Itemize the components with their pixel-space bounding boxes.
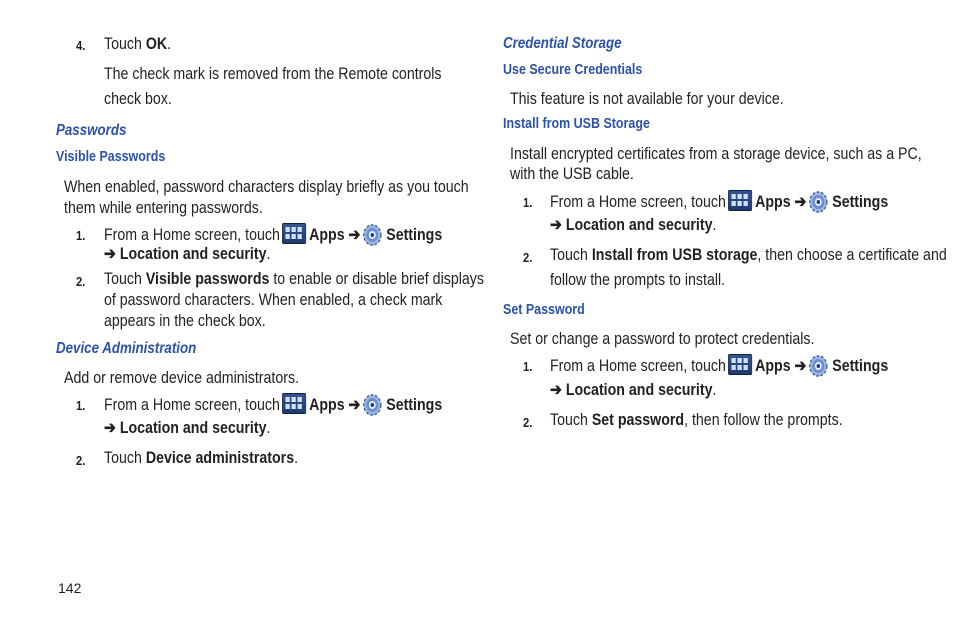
step-2-text: appears in the check box. [104, 312, 266, 330]
step-number: 1. [76, 398, 86, 413]
step-1-text: From a Home screen, touch Apps ➔ Settings [104, 393, 497, 417]
section-heading-device-administration: Device Administration [56, 340, 197, 357]
step-1-text: ➔ Location and security. [104, 245, 271, 263]
paragraph: Add or remove device administrators. [64, 369, 300, 387]
step-number: 4. [76, 38, 86, 53]
paragraph: Set or change a password to protect credentials. [510, 330, 815, 348]
step-2-text: Touch Device administrators. [104, 449, 299, 467]
step-number: 2. [523, 415, 533, 430]
settings-gear-icon [808, 354, 829, 378]
subheading-visible-passwords: Visible Passwords [56, 149, 166, 165]
subheading-set-password: Set Password [503, 302, 585, 318]
apps-grid-icon [728, 190, 752, 211]
step-4-note: check box. [104, 90, 172, 108]
paragraph: with the USB cable. [510, 165, 634, 183]
step-4-note: The check mark is removed from the Remote controls [104, 65, 442, 83]
apps-grid-icon [728, 354, 752, 375]
subheading-use-secure-credentials: Use Secure Credentials [503, 62, 643, 78]
step-number: 2. [523, 250, 533, 265]
step-2-text: Touch Set password, then follow the prompts. [550, 411, 843, 429]
step-2-text: follow the prompts to install. [550, 271, 726, 289]
apps-grid-icon [282, 393, 306, 414]
apps-grid-icon [282, 223, 306, 244]
step-number: 2. [76, 453, 86, 468]
step-number: 1. [523, 195, 533, 210]
step-4-text: Touch OK. [104, 35, 172, 53]
step-1-text: From a Home screen, touch Apps ➔ Settings [550, 190, 943, 214]
step-2-text: of password characters. When enabled, a check mark [104, 291, 443, 309]
step-number: 1. [523, 359, 533, 374]
step-number: 2. [76, 274, 86, 289]
step-1-text: From a Home screen, touch Apps ➔ Settings [550, 354, 943, 378]
page-number: 142 [58, 580, 82, 596]
step-2-text: Touch Install from USB storage, then choose a certificate and [550, 246, 947, 264]
paragraph: them while entering passwords. [64, 199, 263, 217]
step-1-text: ➔ Location and security. [550, 381, 717, 399]
step-1-text: ➔ Location and security. [104, 419, 271, 437]
settings-gear-icon [808, 190, 829, 214]
paragraph: Install encrypted certificates from a storage device, such as a PC, [510, 145, 922, 163]
settings-gear-icon [362, 223, 383, 247]
step-1-text: ➔ Location and security. [550, 216, 717, 234]
subheading-install-from-usb-storage: Install from USB Storage [503, 116, 650, 132]
paragraph: This feature is not available for your device. [510, 90, 784, 108]
section-heading-passwords: Passwords [56, 122, 127, 139]
step-1-text: From a Home screen, touch Apps ➔ Settings [104, 223, 497, 247]
settings-gear-icon [362, 393, 383, 417]
step-number: 1. [76, 228, 86, 243]
step-2-text: Touch Visible passwords to enable or disable brief displays [104, 270, 484, 288]
paragraph: When enabled, password characters display briefly as you touch [64, 178, 469, 196]
section-heading-credential-storage: Credential Storage [503, 35, 622, 52]
